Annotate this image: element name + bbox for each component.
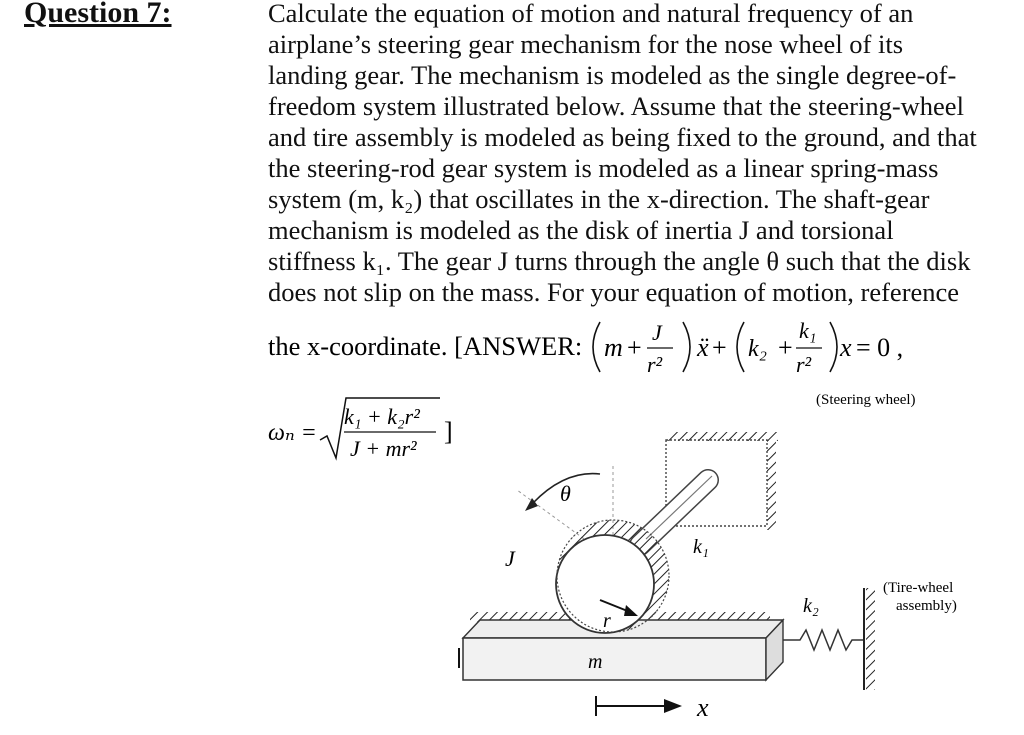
eom-xddot: ẍ: [697, 333, 709, 362]
question-label: Question 7:: [24, 0, 172, 29]
body-line: landing gear. The mechanism is modeled as the single degree-of-: [268, 60, 957, 90]
body-line: and tire assembly is modeled as being fixed to the ground, and that: [268, 122, 977, 152]
mass-block: [463, 638, 766, 680]
steering-wheel-caption: (Steering wheel): [816, 392, 916, 408]
body-line: stiffness k₁. The gear J turns through the angle θ such that the disk: [268, 246, 971, 276]
eom-m: m: [604, 333, 623, 362]
inertia-label: J: [505, 546, 515, 571]
eom-plus-2: +: [712, 333, 727, 362]
eom-plus-3: +: [778, 333, 793, 362]
body-line: the steering-rod gear system is modeled as a linear spring-mass: [268, 153, 939, 183]
answer-lead: the x-coordinate. [ANSWER:: [268, 331, 583, 361]
radius-label: r: [603, 610, 611, 632]
x-arrowhead: [664, 699, 682, 713]
mass-label: m: [588, 651, 603, 673]
k2-label: k₂: [803, 595, 819, 617]
eom-plus: +: [627, 333, 642, 362]
body-line: airplane’s steering gear mechanism for the nose wheel of its: [268, 29, 904, 59]
body-line: freedom system illustrated below. Assume that the steering-wheel: [268, 91, 964, 121]
eom-r2: r²: [647, 352, 663, 377]
eom-r2-2: r²: [796, 352, 812, 377]
eom-k1: k₁: [799, 318, 817, 343]
shaft-center-line: [646, 476, 712, 539]
body-line: system (m, k₂) that oscillates in the x-direction. The shaft-gear: [268, 184, 930, 214]
eom-equals: = 0 ,: [856, 333, 904, 362]
steering-side-ground: [767, 440, 776, 530]
k1-label: k₁: [693, 536, 709, 558]
eom-k2: k₂: [748, 336, 767, 362]
spring-k2: [783, 630, 864, 650]
x-label: x: [697, 693, 709, 722]
tire-caption-2: assembly): [896, 598, 957, 614]
omega-numerator: k₁ + k₂r²: [344, 404, 420, 429]
tire-caption-1: (Tire-wheel: [883, 580, 954, 596]
body-line: mechanism is modeled as the disk of inertia J and torsional: [268, 215, 894, 245]
omega-denominator: J + mr²: [350, 436, 417, 461]
body-line: does not slip on the mass. For your equation of motion, reference: [268, 277, 960, 307]
eom-x: x: [840, 333, 852, 362]
omega-lhs: ωₙ =: [268, 420, 317, 446]
theta-label: θ: [560, 481, 571, 506]
body-line: Calculate the equation of motion and natural frequency of an: [268, 0, 914, 28]
eom-J: J: [652, 320, 662, 345]
tire-wall-hatch: [866, 588, 875, 690]
omega-close: ]: [444, 417, 453, 446]
